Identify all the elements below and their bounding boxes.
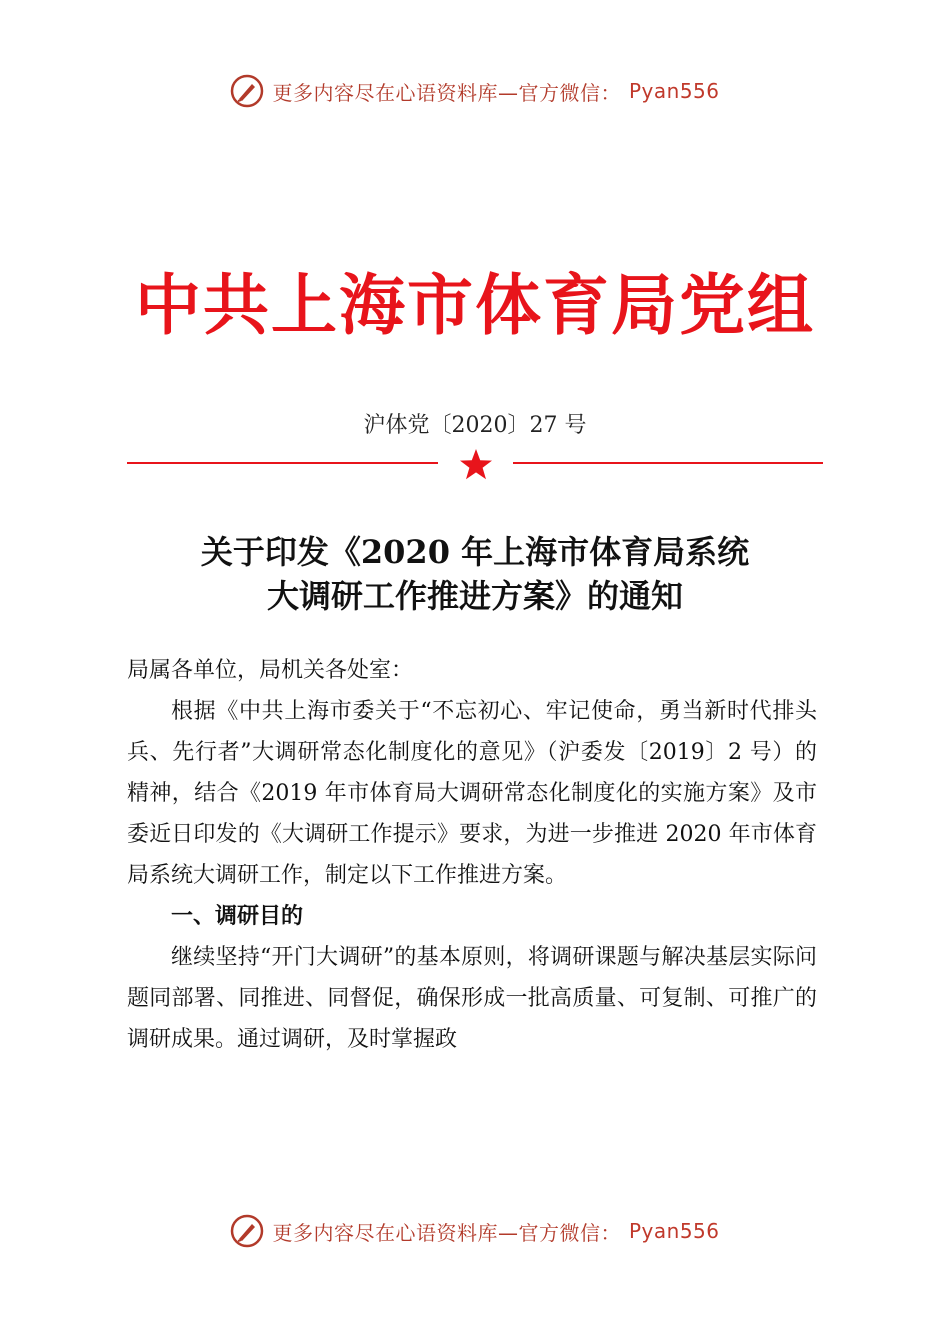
red-rule-right: [513, 462, 823, 464]
pen-logo-icon: [230, 74, 264, 108]
document-number: 沪体党〔2020〕27 号: [363, 413, 587, 438]
document-title-line1: 关于印发《2020 年上海市体育局系统: [200, 533, 750, 571]
watermark-text: 更多内容尽在心语资料库—官方微信：: [272, 80, 621, 105]
watermark-top: [0, 74, 950, 108]
body-paragraph-2: 继续坚持“开门大调研”的基本原则，将调研课题与解决基层实际问题同部署、同推进、同督促，确保形成一批高质量、可复制、可推广的调研成果。通过调研，及时掌握政: [127, 945, 817, 1052]
org-header-title: 中共上海市体育局党组: [135, 267, 815, 344]
pen-logo-icon: [230, 1214, 264, 1248]
watermark-handle: Pyan556: [628, 1219, 720, 1243]
section-heading-1: 一、调研目的: [171, 904, 304, 929]
watermark-handle: Pyan556: [628, 79, 720, 103]
red-rule-left: [127, 462, 438, 464]
document-body: [127, 650, 817, 1060]
salutation: 局属各单位，局机关各处室：: [127, 658, 414, 683]
watermark-bottom: [0, 1214, 950, 1248]
document-title-line2: 大调研工作推进方案》的通知: [266, 577, 683, 615]
red-star-icon: [458, 447, 494, 483]
body-paragraph-1: 根据《中共上海市委关于“不忘初心、牢记使命，勇当新时代排头兵、先行者”大调研常态化制度化的意见》（沪委发〔2019〕2 号）的精神，结合《2019 年市体育局大调研常态化制度化的实施方案》及市委近日印发的《大调研工作提示》要求，为进一步推进 2020 年市体育局系统大调研工作，制定以下工作推进方案。: [127, 699, 817, 888]
document-title: [0, 530, 950, 618]
watermark-text: 更多内容尽在心语资料库—官方微信：: [272, 1220, 621, 1245]
